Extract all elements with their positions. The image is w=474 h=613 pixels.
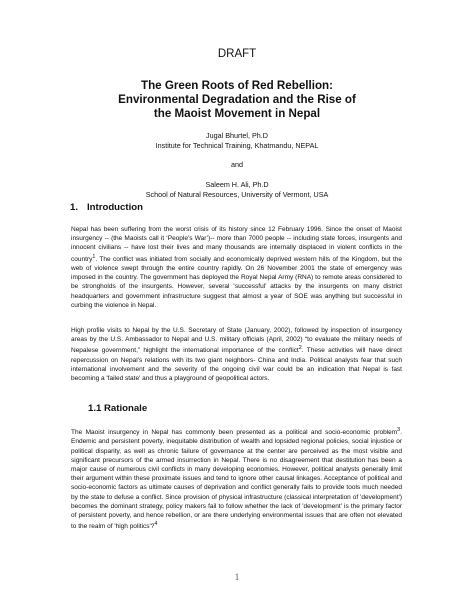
author-conjunction: and [231, 160, 243, 170]
author-2-name: Saleem H. Ali, Ph.D [205, 179, 269, 189]
draft-label: DRAFT [217, 48, 257, 60]
paragraph-text: . The conflict was initiated from socially and economically deprived western hills of the Kingdom, but the web of violence swept through the entire country rapidly. On 26 November 2001 the state of emergency was imposed in the country. The government has deployed the Royal Nepal Army (RNA) to remote areas considered to be strongholds of the insurgents. However, several ‘successful’ attacks by the insurgents on many district headquarters and government infrastructure suggest that almost a year of SOE was anything but successful in curbing the violence in Nepal. [71, 255, 402, 309]
title-line-1: The Green Roots of Red Rebellion: [141, 79, 333, 92]
author-2-affiliation: School of Natural Resources, University of Vermont, USA [145, 189, 329, 199]
paragraph-text: . Endemic and persistent poverty, inequitable distribution of wealth and lopsided regional policies, social injustice or political disparity, as well as chronic failure of governance at the center are perceived as the most visible and significant precursors of the armed insurrection in Nepal. There is no disagreement that destitution has been a major cause of numerous civil conflicts in many developing economies. However, political analysts generally limit their argument within these proximate issues and tend to ignore other causal linkages. Acceptance of political and socio-economic factors as ultimate causes of deprivation and conflict generally fails to provide tools much needed by the state to defuse a conflict. Since provision of physical infrastructure (classical interpretation of 'development') becomes the dominant strategy, policy makers fail to follow whether the lack of 'development' is the primary factor of persistent poverty, and hence rebellion, or are there underlying environmental issues that are often not elevated to the realm of 'high politics'? [71, 429, 402, 531]
section-heading-introduction [70, 202, 143, 213]
footnote-ref: 3 [397, 427, 401, 433]
paragraph-text: . These activities will have direct repercussion on Nepal’s relations with its two giant neighbors- China and India. Political analysts fear that such international involvement and the severity of the ongoing civil war could be an indication that Nepal is fast becoming a 'failed state' and thus a playground of geopolitical actors. [71, 347, 402, 383]
author-1-affiliation: Institute for Technical Training, Khatmandu, NEPAL [155, 140, 319, 150]
footnote-ref: 1 [92, 253, 96, 260]
paper-title [0, 79, 474, 121]
paragraph-text: The Maoist insurgency in Nepal has commonly been presented as a political and socio-economic problem [71, 429, 398, 437]
author-block [0, 131, 474, 200]
title-line-3: the Maoist Movement in Nepal [153, 107, 321, 120]
intro-paragraph-1 [71, 225, 402, 310]
paragraph-text: High profile visits to Nepal by the U.S. Secretary of State (January, 2002), followed by inspection of insurgency areas by the U.S. Ambassador to Nepal and U.S. military officials (April, 2002) “to evaluate the military needs of Nepalese government,” highlight the international importance of the conflict [71, 327, 402, 355]
author-1-name: Jugal Bhurtel, Ph.D [206, 131, 268, 140]
section-heading-rationale: 1.1 Rationale [88, 403, 148, 414]
section-title: Introduction [87, 202, 143, 213]
title-line-2: Environmental Degradation and the Rise of [118, 93, 356, 106]
rationale-paragraph [71, 426, 402, 532]
paragraph-text: Nepal has been suffering from the worst crisis of its history since 12 February 1996. Since the onset of Maoist insurgency -- (the Maoists call it ‘People’s War’)-- more than 7000 people -- including state forces, insurgents and innocent civilians -- have lost their lives and many thousands are internally displaced in violent conflicts in the country [71, 226, 402, 263]
footnote-ref: 2 [298, 345, 302, 352]
footnote-ref: 4 [154, 521, 158, 528]
section-number: 1. [70, 202, 79, 213]
intro-paragraph-2 [71, 326, 402, 383]
page-number: 1 [234, 572, 240, 582]
